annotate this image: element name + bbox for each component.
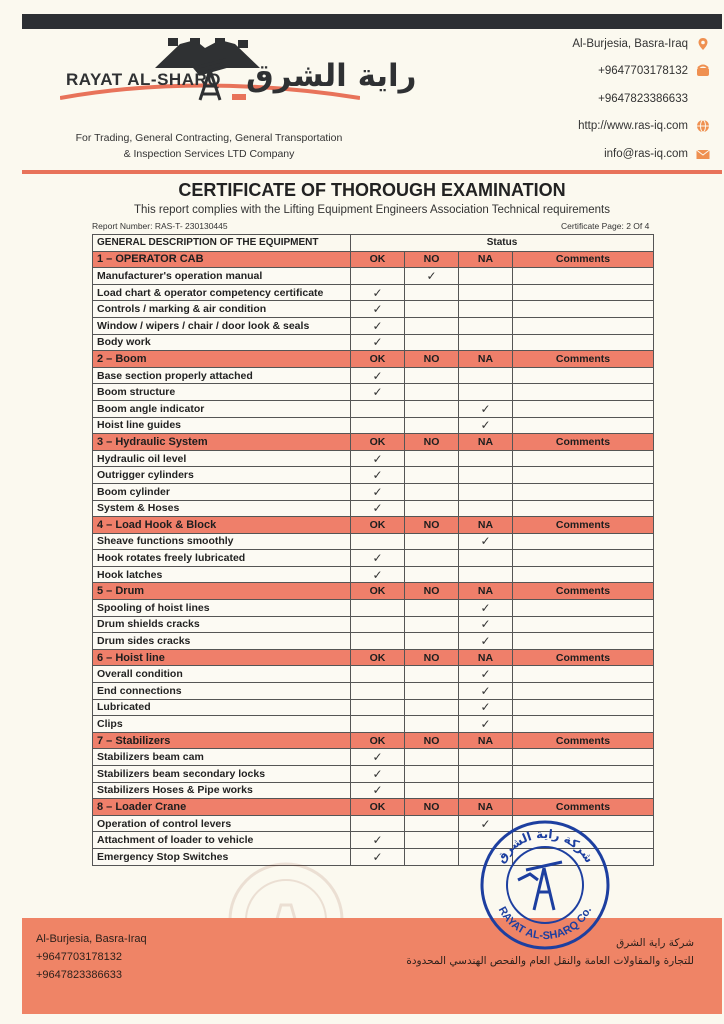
item-label: Spooling of hoist lines — [93, 600, 351, 617]
section-header-row — [93, 517, 654, 534]
top-bar — [22, 14, 722, 29]
status-cell-ok — [351, 600, 405, 617]
status-cell-no — [405, 666, 459, 683]
status-cell-ok: ✓ — [351, 550, 405, 567]
table-row — [93, 301, 654, 318]
section-title: 5 – Drum — [93, 583, 351, 600]
item-label: Load chart & operator competency certificate — [93, 284, 351, 301]
status-cell-na — [459, 766, 513, 783]
status-cell-na — [459, 284, 513, 301]
status-cell-ok — [351, 666, 405, 683]
section-header-row — [93, 351, 654, 368]
section-comments-label: Comments — [513, 251, 654, 268]
section-comments-label: Comments — [513, 351, 654, 368]
comments-cell — [513, 284, 654, 301]
section-comments-label: Comments — [513, 517, 654, 534]
table-row — [93, 749, 654, 766]
comments-cell — [513, 384, 654, 401]
status-cell-ok: ✓ — [351, 384, 405, 401]
status-cell-no — [405, 683, 459, 700]
company-stamp — [478, 818, 612, 952]
comments-cell — [513, 666, 654, 683]
item-label: Attachment of loader to vehicle — [93, 832, 351, 849]
item-label: Overall condition — [93, 666, 351, 683]
status-cell-no — [405, 533, 459, 550]
item-label: Drum shields cracks — [93, 616, 351, 633]
item-label: Hook latches — [93, 566, 351, 583]
section-na-label: NA — [459, 732, 513, 749]
section-title: 1 – OPERATOR CAB — [93, 251, 351, 268]
table-row — [93, 317, 654, 334]
item-label: Sheave functions smoothly — [93, 533, 351, 550]
page-subtitle: This report complies with the Lifting Equipment Engineers Association Technical requirements — [133, 204, 610, 216]
item-label: Drum sides cracks — [93, 633, 351, 650]
status-cell-na — [459, 566, 513, 583]
contact-mobile-text: +9647823386633 — [598, 93, 688, 105]
company-tagline — [54, 130, 364, 162]
section-na-label: NA — [459, 649, 513, 666]
section-comments-label: Comments — [513, 583, 654, 600]
section-header-row — [93, 434, 654, 451]
status-cell-ok: ✓ — [351, 832, 405, 849]
status-cell-no — [405, 301, 459, 318]
status-cell-na — [459, 384, 513, 401]
status-cell-no — [405, 716, 459, 733]
section-title: 4 – Load Hook & Block — [93, 517, 351, 534]
table-row — [93, 766, 654, 783]
mobile-icon — [696, 92, 710, 106]
table-row — [93, 566, 654, 583]
comments-cell — [513, 616, 654, 633]
col-description-header: GENERAL DESCRIPTION OF THE EQUIPMENT — [93, 235, 351, 252]
item-label: Outrigger cylinders — [93, 467, 351, 484]
section-ok-label: OK — [351, 434, 405, 451]
item-label: System & Hoses — [93, 500, 351, 517]
status-cell-ok — [351, 683, 405, 700]
table-row — [93, 500, 654, 517]
status-cell-no — [405, 749, 459, 766]
status-cell-no — [405, 566, 459, 583]
footer-arabic-line-1: شركة راية الشرق — [616, 937, 694, 949]
table-row — [93, 633, 654, 650]
contact-address — [572, 37, 710, 51]
table-row — [93, 417, 654, 434]
section-na-label: NA — [459, 251, 513, 268]
comments-cell — [513, 467, 654, 484]
section-ok-label: OK — [351, 351, 405, 368]
page-title: CERTIFICATE OF THOROUGH EXAMINATION — [178, 180, 566, 200]
item-label: End connections — [93, 683, 351, 700]
status-cell-ok: ✓ — [351, 766, 405, 783]
section-title: 7 – Stabilizers — [93, 732, 351, 749]
section-comments-label: Comments — [513, 732, 654, 749]
status-cell-na — [459, 334, 513, 351]
status-cell-ok — [351, 633, 405, 650]
status-cell-no — [405, 334, 459, 351]
contact-mobile — [598, 92, 710, 106]
comments-cell — [513, 782, 654, 799]
status-cell-ok: ✓ — [351, 566, 405, 583]
comments-cell — [513, 716, 654, 733]
table-header-row — [93, 235, 654, 252]
status-cell-no — [405, 766, 459, 783]
item-label: Boom angle indicator — [93, 400, 351, 417]
comments-cell — [513, 268, 654, 285]
section-header-row — [93, 732, 654, 749]
section-na-label: NA — [459, 799, 513, 816]
table-row — [93, 483, 654, 500]
status-cell-ok — [351, 616, 405, 633]
footer-address: Al-Burjesia, Basra-Iraq — [36, 933, 147, 945]
comments-cell — [513, 566, 654, 583]
item-label: Controls / marking & air condition — [93, 301, 351, 318]
status-cell-ok: ✓ — [351, 367, 405, 384]
envelope-icon — [696, 147, 710, 161]
status-cell-na — [459, 483, 513, 500]
table-row — [93, 467, 654, 484]
section-header-row — [93, 799, 654, 816]
status-cell-no — [405, 384, 459, 401]
section-title: 8 – Loader Crane — [93, 799, 351, 816]
report-number: Report Number: RAS-T- 230130445 — [92, 221, 228, 231]
section-no-label: NO — [405, 799, 459, 816]
contact-email — [604, 147, 710, 161]
section-na-label: NA — [459, 351, 513, 368]
item-label: Hydraulic oil level — [93, 450, 351, 467]
status-cell-no — [405, 550, 459, 567]
brand-name-ar: راية الشرق — [246, 58, 417, 94]
contact-email-text: info@ras-iq.com — [604, 148, 688, 160]
certificate-page: Certificate Page: 2 Of 4 — [561, 221, 650, 231]
status-cell-na — [459, 467, 513, 484]
examination-table — [92, 234, 654, 866]
comments-cell — [513, 683, 654, 700]
stamp-pump-icon — [518, 862, 562, 910]
comments-cell — [513, 600, 654, 617]
status-cell-no — [405, 815, 459, 832]
status-cell-na — [459, 317, 513, 334]
status-cell-ok: ✓ — [351, 301, 405, 318]
section-no-label: NO — [405, 732, 459, 749]
section-no-label: NO — [405, 251, 459, 268]
comments-cell — [513, 633, 654, 650]
section-ok-label: OK — [351, 583, 405, 600]
section-ok-label: OK — [351, 517, 405, 534]
status-cell-no: ✓ — [405, 268, 459, 285]
status-cell-na: ✓ — [459, 417, 513, 434]
status-cell-na: ✓ — [459, 400, 513, 417]
section-ok-label: OK — [351, 251, 405, 268]
status-cell-na — [459, 782, 513, 799]
table-row — [93, 600, 654, 617]
status-cell-ok: ✓ — [351, 848, 405, 865]
status-cell-na — [459, 500, 513, 517]
table-row — [93, 400, 654, 417]
status-cell-na: ✓ — [459, 533, 513, 550]
item-label: Body work — [93, 334, 351, 351]
item-label: Hoist line guides — [93, 417, 351, 434]
status-cell-no — [405, 848, 459, 865]
comments-cell — [513, 500, 654, 517]
status-cell-ok: ✓ — [351, 500, 405, 517]
comments-cell — [513, 450, 654, 467]
status-cell-no — [405, 600, 459, 617]
table-row — [93, 782, 654, 799]
table-row — [93, 284, 654, 301]
item-label: Lubricated — [93, 699, 351, 716]
status-cell-na: ✓ — [459, 616, 513, 633]
section-no-label: NO — [405, 351, 459, 368]
item-label: Stabilizers Hoses & Pipe works — [93, 782, 351, 799]
comments-cell — [513, 699, 654, 716]
status-cell-na: ✓ — [459, 699, 513, 716]
status-cell-ok: ✓ — [351, 317, 405, 334]
status-cell-ok: ✓ — [351, 450, 405, 467]
status-cell-ok: ✓ — [351, 334, 405, 351]
table-row — [93, 683, 654, 700]
item-label: Window / wipers / chair / door look & seals — [93, 317, 351, 334]
status-cell-ok: ✓ — [351, 782, 405, 799]
status-cell-ok — [351, 400, 405, 417]
contact-phone — [598, 64, 710, 78]
table-row — [93, 367, 654, 384]
section-no-label: NO — [405, 517, 459, 534]
svg-text:شركة راية الشرق: شركة راية الشرق — [493, 826, 597, 866]
contact-website-text: http://www.ras-iq.com — [578, 120, 688, 132]
status-cell-no — [405, 633, 459, 650]
status-cell-no — [405, 467, 459, 484]
table-row — [93, 533, 654, 550]
status-cell-ok: ✓ — [351, 284, 405, 301]
comments-cell — [513, 417, 654, 434]
status-cell-no — [405, 400, 459, 417]
contact-address-text: Al-Burjesia, Basra-Iraq — [572, 38, 688, 50]
section-ok-label: OK — [351, 799, 405, 816]
status-cell-ok — [351, 716, 405, 733]
item-label: Operation of control levers — [93, 815, 351, 832]
status-cell-ok: ✓ — [351, 749, 405, 766]
brand-name-en: RAYAT AL-SHARQ — [66, 70, 221, 89]
contact-phone-text: +9647703178132 — [598, 65, 688, 77]
item-label: Boom structure — [93, 384, 351, 401]
status-cell-ok — [351, 533, 405, 550]
status-cell-na — [459, 367, 513, 384]
footer-phone-1: +9647703178132 — [36, 951, 122, 963]
status-cell-na: ✓ — [459, 633, 513, 650]
status-cell-no — [405, 367, 459, 384]
item-label: Base section properly attached — [93, 367, 351, 384]
section-title: 6 – Hoist line — [93, 649, 351, 666]
status-cell-no — [405, 450, 459, 467]
section-ok-label: OK — [351, 649, 405, 666]
section-title: 2 – Boom — [93, 351, 351, 368]
section-header-row — [93, 583, 654, 600]
status-cell-no — [405, 483, 459, 500]
footer-arabic-line-2: للتجارة والمقاولات العامة والنقل العام والفحص الهندسي المحدودة — [406, 955, 694, 967]
svg-text:RAYAT AL-SHARQ Co.: RAYAT AL-SHARQ Co. — [495, 904, 595, 943]
section-title: 3 – Hydraulic System — [93, 434, 351, 451]
phone-icon — [696, 64, 710, 78]
status-cell-no — [405, 699, 459, 716]
item-label: Clips — [93, 716, 351, 733]
section-ok-label: OK — [351, 732, 405, 749]
status-cell-ok — [351, 268, 405, 285]
section-no-label: NO — [405, 649, 459, 666]
status-cell-na — [459, 268, 513, 285]
comments-cell — [513, 367, 654, 384]
status-cell-na — [459, 550, 513, 567]
table-row — [93, 666, 654, 683]
table-row — [93, 550, 654, 567]
item-label: Stabilizers beam secondary locks — [93, 766, 351, 783]
section-no-label: NO — [405, 583, 459, 600]
col-status-header: Status — [351, 235, 654, 252]
section-comments-label: Comments — [513, 434, 654, 451]
item-label: Boom cylinder — [93, 483, 351, 500]
status-cell-ok: ✓ — [351, 467, 405, 484]
contact-website — [578, 119, 710, 133]
table-row — [93, 616, 654, 633]
status-cell-na: ✓ — [459, 683, 513, 700]
table-row — [93, 450, 654, 467]
status-cell-na — [459, 749, 513, 766]
footer-contacts — [36, 930, 147, 984]
status-cell-na: ✓ — [459, 666, 513, 683]
status-cell-ok — [351, 815, 405, 832]
status-cell-ok — [351, 417, 405, 434]
tagline-line-1: For Trading, General Contracting, General Transportation — [75, 132, 343, 144]
globe-icon — [696, 119, 710, 133]
status-cell-na: ✓ — [459, 716, 513, 733]
tagline-line-2: & Inspection Services LTD Company — [123, 148, 295, 160]
section-header-row — [93, 649, 654, 666]
status-cell-ok: ✓ — [351, 483, 405, 500]
status-cell-no — [405, 832, 459, 849]
comments-cell — [513, 533, 654, 550]
section-na-label: NA — [459, 583, 513, 600]
section-na-label: NA — [459, 434, 513, 451]
comments-cell — [513, 483, 654, 500]
section-na-label: NA — [459, 517, 513, 534]
item-label: Stabilizers beam cam — [93, 749, 351, 766]
section-comments-label: Comments — [513, 649, 654, 666]
section-no-label: NO — [405, 434, 459, 451]
status-cell-no — [405, 284, 459, 301]
table-row — [93, 334, 654, 351]
item-label: Manufacturer's operation manual — [93, 268, 351, 285]
comments-cell — [513, 317, 654, 334]
item-label: Emergency Stop Switches — [93, 848, 351, 865]
status-cell-na: ✓ — [459, 815, 513, 832]
footer-phone-2: +9647823386633 — [36, 969, 122, 981]
status-cell-no — [405, 782, 459, 799]
comments-cell — [513, 400, 654, 417]
table-row — [93, 268, 654, 285]
comments-cell — [513, 749, 654, 766]
status-cell-no — [405, 500, 459, 517]
header-divider — [22, 170, 722, 174]
status-cell-no — [405, 616, 459, 633]
table-row — [93, 699, 654, 716]
comments-cell — [513, 301, 654, 318]
status-cell-na — [459, 301, 513, 318]
status-cell-na — [459, 450, 513, 467]
table-row — [93, 384, 654, 401]
item-label: Hook rotates freely lubricated — [93, 550, 351, 567]
status-cell-no — [405, 317, 459, 334]
status-cell-ok — [351, 699, 405, 716]
status-cell-no — [405, 417, 459, 434]
section-header-row — [93, 251, 654, 268]
table-row — [93, 716, 654, 733]
comments-cell — [513, 766, 654, 783]
location-pin-icon — [696, 37, 710, 51]
comments-cell — [513, 334, 654, 351]
status-cell-na: ✓ — [459, 600, 513, 617]
comments-cell — [513, 550, 654, 567]
section-comments-label: Comments — [513, 799, 654, 816]
